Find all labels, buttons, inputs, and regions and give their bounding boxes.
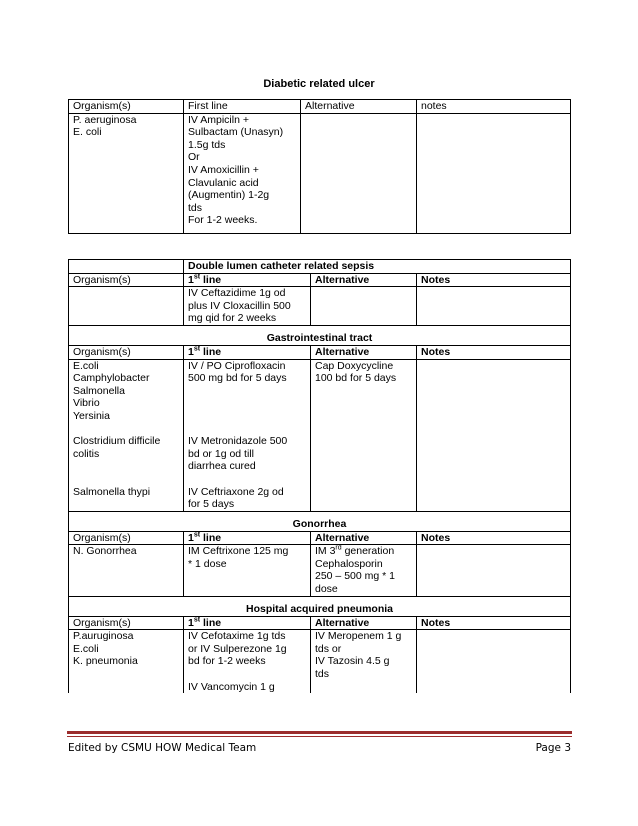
organism-cell bbox=[69, 359, 184, 511]
drug-line: tds bbox=[315, 668, 330, 681]
drug-line: IM 3rd generation bbox=[315, 544, 395, 558]
organism-cell bbox=[69, 113, 184, 233]
alternative-cell bbox=[311, 287, 417, 326]
organism-line: Salmonella thypi bbox=[73, 485, 151, 498]
drug-line: IV Tazosin 4.5 g bbox=[315, 655, 390, 668]
drug-line: tds or bbox=[315, 642, 342, 655]
organism-line: K. pneumonia bbox=[73, 655, 138, 668]
header-first-line: 1st line bbox=[184, 273, 311, 287]
header-notes: Notes bbox=[417, 345, 571, 359]
organism-line: E.coli bbox=[73, 359, 99, 372]
organism-line: E. coli bbox=[73, 126, 102, 139]
organism-line: Vibrio bbox=[73, 397, 100, 410]
drug-line: tds bbox=[188, 201, 203, 214]
drug-line: IV Meropenem 1 g bbox=[315, 630, 402, 643]
header-notes: Notes bbox=[417, 273, 571, 287]
organism-line: colitis bbox=[73, 447, 100, 460]
drug-line: IV Cefotaxime 1g tds bbox=[188, 630, 286, 643]
organism-line: Yersinia bbox=[73, 409, 110, 422]
organism-cell: N. Gonorrhea bbox=[69, 545, 184, 596]
header-alternative: Alternative bbox=[311, 345, 417, 359]
header-organism: Organism(s) bbox=[69, 616, 184, 630]
drug-line: IV / PO Ciprofloxacin bbox=[188, 359, 286, 372]
notes-cell bbox=[417, 545, 571, 596]
drug-line: IV Ampiciln + bbox=[188, 113, 249, 126]
drug-line: dose bbox=[315, 583, 338, 596]
first-line-cell bbox=[184, 287, 311, 326]
pneumonia-title: Hospital acquired pneumonia bbox=[69, 596, 571, 616]
organism-line: P. aeruginosa bbox=[73, 113, 137, 126]
page-footer bbox=[68, 742, 571, 754]
alternative-cell bbox=[311, 545, 417, 596]
header-notes: notes bbox=[417, 100, 571, 114]
catheter-title: Double lumen catheter related sepsis bbox=[184, 260, 571, 274]
diabetic-table bbox=[68, 99, 571, 234]
drug-line: For 1-2 weeks. bbox=[188, 214, 258, 227]
gi-title: Gastrointestinal tract bbox=[69, 325, 571, 345]
footer-credit: Edited by CSMU HOW Medical Team bbox=[68, 742, 257, 754]
drug-line: for 5 days bbox=[188, 498, 235, 511]
header-first-line: 1st line bbox=[184, 345, 311, 359]
notes-cell bbox=[417, 113, 571, 233]
header-alternative: Alternative bbox=[311, 531, 417, 545]
organism-cell bbox=[69, 287, 184, 326]
organism-line: Salmonella bbox=[73, 384, 125, 397]
drug-line: 500 mg bd for 5 days bbox=[188, 372, 287, 385]
organism-cell bbox=[69, 630, 184, 693]
notes-cell bbox=[417, 359, 571, 511]
drug-line: 250 – 500 mg * 1 bbox=[315, 570, 395, 583]
footer-rule bbox=[67, 731, 572, 734]
header-first-line: 1st line bbox=[184, 616, 311, 630]
drug-line: IV Vancomycin 1 g bbox=[188, 680, 275, 693]
drug-line: Clavulanic acid bbox=[188, 176, 259, 189]
drug-line: Or bbox=[188, 151, 200, 164]
drug-line: or IV Sulperezone 1g bbox=[188, 642, 287, 655]
drug-line: IV Ceftriaxone 2g od bbox=[188, 485, 284, 498]
alternative-cell bbox=[311, 359, 417, 511]
header-organism: Organism(s) bbox=[69, 531, 184, 545]
notes-cell bbox=[417, 287, 571, 326]
header-first-line: 1st line bbox=[184, 531, 311, 545]
drug-line: bd or 1g od till bbox=[188, 447, 254, 460]
drug-line: Cephalosporin bbox=[315, 557, 383, 570]
footer-rule-thin bbox=[67, 736, 572, 737]
notes-cell bbox=[417, 630, 571, 693]
header-alternative: Alternative bbox=[311, 616, 417, 630]
drug-line: Cap Doxycycline bbox=[315, 359, 394, 372]
drug-line: IV Metronidazole 500 bbox=[188, 435, 288, 448]
drug-line: mg qid for 2 weeks bbox=[188, 312, 277, 325]
antibiotic-table bbox=[68, 259, 571, 693]
alternative-cell bbox=[311, 630, 417, 693]
drug-line: bd for 1-2 weeks bbox=[188, 655, 266, 668]
drug-line: IV Amoxicillin + bbox=[188, 163, 259, 176]
alternative-cell bbox=[301, 113, 417, 233]
header-alternative: Alternative bbox=[301, 100, 417, 114]
page-number: Page 3 bbox=[535, 742, 571, 754]
header-organism: Organism(s) bbox=[69, 345, 184, 359]
header-organism: Organism(s) bbox=[69, 273, 184, 287]
header-alternative: Alternative bbox=[311, 273, 417, 287]
drug-line: (Augmentin) 1-2g bbox=[188, 189, 270, 202]
first-line-cell bbox=[184, 545, 311, 596]
organism-line: E.coli bbox=[73, 642, 99, 655]
header-notes: Notes bbox=[417, 531, 571, 545]
organism-line: Camphylobacter bbox=[73, 372, 150, 385]
drug-line: 1.5g tds bbox=[188, 138, 226, 151]
drug-line: IV Ceftazidime 1g od bbox=[188, 287, 286, 300]
header-first-line: First line bbox=[184, 100, 301, 114]
drug-line: plus IV Cloxacillin 500 bbox=[188, 299, 291, 312]
first-line-cell bbox=[184, 630, 311, 693]
diabetic-title: Diabetic related ulcer bbox=[263, 78, 375, 90]
organism-line: P.auruginosa bbox=[73, 630, 134, 643]
organism-line: Clostridium difficile bbox=[73, 435, 161, 448]
gonorrhea-title: Gonorrhea bbox=[69, 511, 571, 531]
first-line-cell bbox=[184, 359, 311, 511]
header-organism: Organism(s) bbox=[69, 100, 184, 114]
drug-line: * 1 dose bbox=[188, 557, 227, 570]
drug-line: diarrhea cured bbox=[188, 460, 256, 473]
first-line-cell bbox=[184, 113, 301, 233]
header-notes: Notes bbox=[417, 616, 571, 630]
drug-line: Sulbactam (Unasyn) bbox=[188, 126, 284, 139]
drug-line: IM Ceftrixone 125 mg bbox=[188, 545, 289, 558]
drug-line: 100 bd for 5 days bbox=[315, 372, 397, 385]
